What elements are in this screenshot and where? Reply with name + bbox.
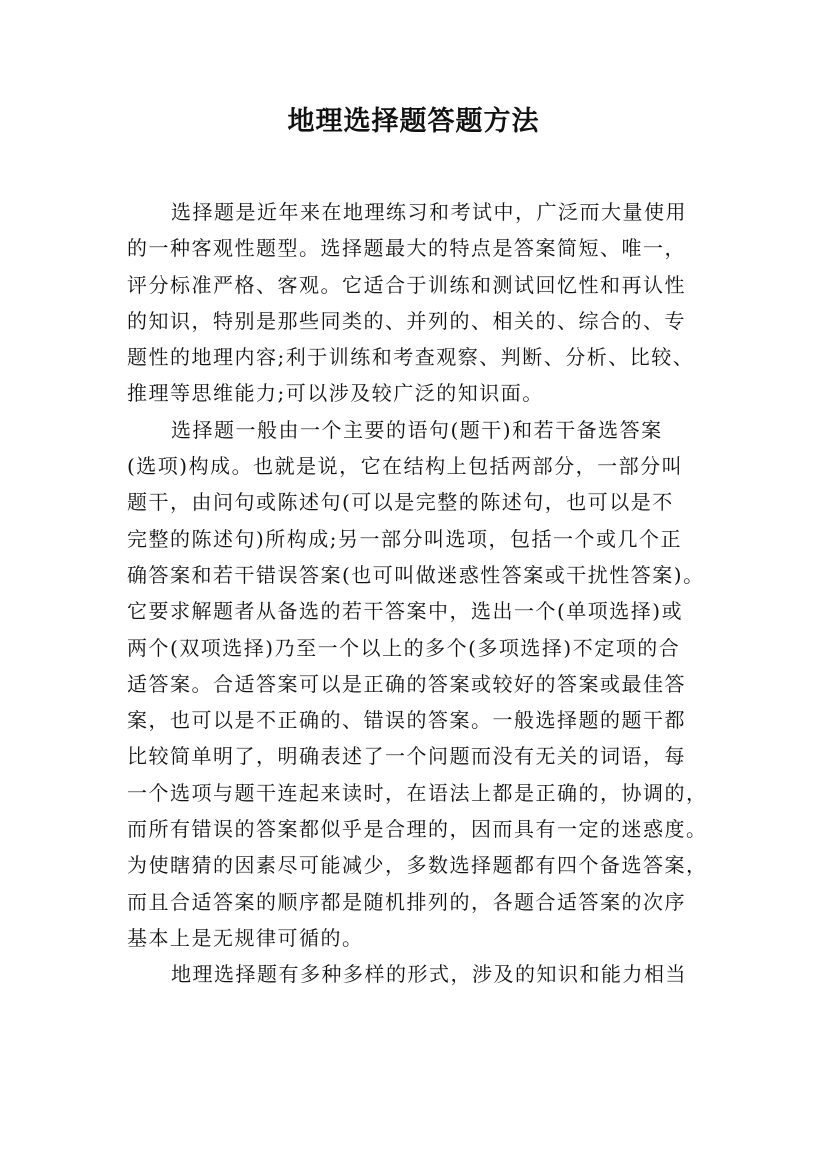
paragraph-1-line-5: 题性的地理内容;利于训练和考查观察、判断、分析、比较、 [127,345,695,370]
paragraph-1-line-1: 选择题是近年来在地理练习和考试中，广泛而大量使用 [171,200,687,224]
paragraph-1-line-3: 评分标准严格、客观。它适合于训练和测试回忆性和再认性 [127,272,686,297]
paragraph-2-line-12: 而所有错误的答案都似乎是合理的，因而具有一定的迷惑度。 [127,817,708,842]
paragraph-2-line-10: 比较简单明了，明确表述了一个问题而没有无关的词语，每 [127,744,686,769]
paragraph-2-line-9: 案，也可以是不正确的、错误的答案。一般选择题的题干都 [127,708,686,733]
paragraph-2-line-8: 适答案。合适答案可以是正确的答案或较好的答案或最佳答 [127,671,686,696]
paragraph-2-line-4: 完整的陈述句)所构成;另一部分叫选项，包括一个或几个正 [127,526,683,551]
paragraph-1-line-4: 的知识，特别是那些同类的、并列的、相关的、综合的、专 [127,308,686,333]
paragraph-2-line-6: 它要求解题者从备选的若干答案中，选出一个(单项选择)或 [127,599,684,624]
paragraph-3-line-1: 地理选择题有多种多样的形式，涉及的知识和能力相当 [171,962,687,987]
paragraph-1-line-6: 推理等思维能力;可以涉及较广泛的知识面。 [127,381,544,406]
paragraph-2-line-13: 为使瞎猜的因素尽可能减少，多数选择题都有四个备选答案， [127,853,708,878]
paragraph-2-line-2: (选项)构成。也就是说，它在结构上包括两部分，一部分叫 [127,454,684,479]
paragraph-2-line-5: 确答案和若干错误答案(也可叫做迷惑性答案或干扰性答案)。 [127,562,705,587]
document-body [127,194,727,993]
paragraph-2-line-14: 而且合适答案的顺序都是随机排列的，各题合适答案的次序 [127,889,686,914]
document-title: 地理选择题答题方法 [287,106,540,137]
paragraph-2-line-11: 一个选项与题干连起来读时，在语法上都是正确的，协调的， [127,780,708,805]
paragraph-2-line-15: 基本上是无规律可循的。 [127,925,364,950]
paragraph-2-line-3: 题干，由问句或陈述句(可以是完整的陈述句，也可以是不 [127,490,674,515]
paragraph-2-line-1: 选择题一般由一个主要的语句(题干)和若干备选答案 [171,417,663,442]
paragraph-2-line-7: 两个(双项选择)乃至一个以上的多个(多项选择)不定项的合 [127,635,681,660]
paragraph-1-line-2: 的一种客观性题型。选择题最大的特点是答案简短、唯一， [127,236,686,261]
